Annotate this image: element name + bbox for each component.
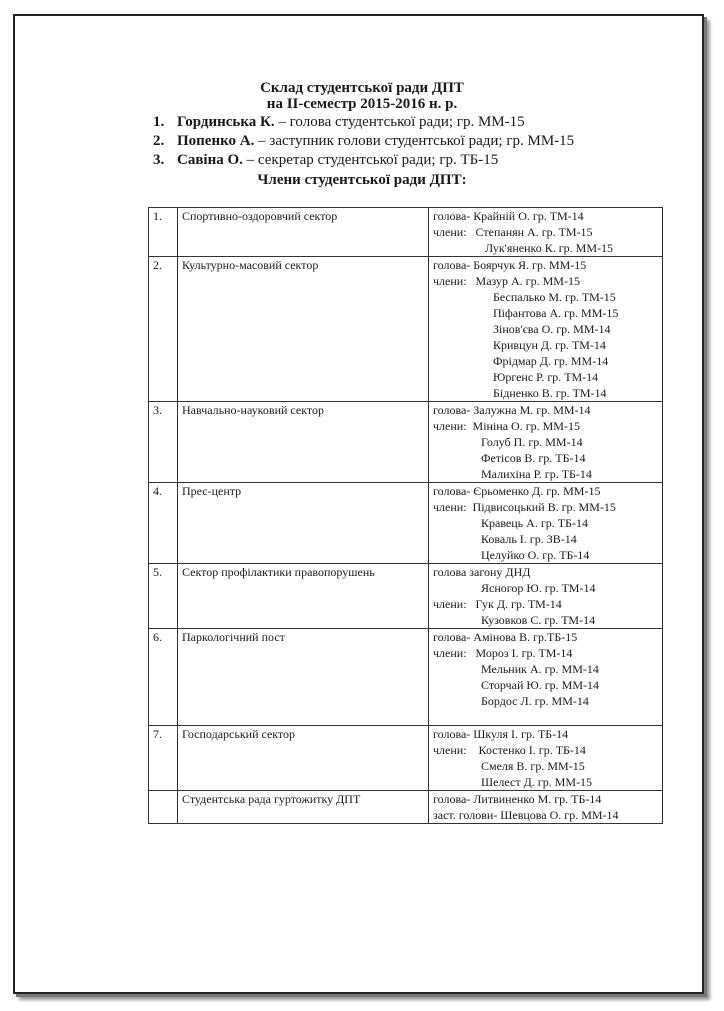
officer-item <box>153 113 574 132</box>
member-name: Мазур А. гр. ММ-15 <box>475 274 580 288</box>
sector-members <box>429 208 663 257</box>
member-name: Голуб П. гр. ММ-14 <box>481 435 583 449</box>
member-name: Фрідмар Д. гр. ММ-14 <box>493 354 609 368</box>
table-row <box>149 402 663 483</box>
sector-name: Спортивно-оздоровчий сектор <box>178 208 429 257</box>
table-row <box>149 629 663 726</box>
member-name: Шелест Д. гр. ММ-15 <box>481 775 593 789</box>
sector-name: Господарський сектор <box>178 726 429 791</box>
member-name: Смеля В. гр. ММ-15 <box>481 759 585 773</box>
council-table <box>148 207 663 824</box>
sector-number: 6. <box>149 629 178 726</box>
table-row <box>149 564 663 629</box>
sector-number: 1. <box>149 208 178 257</box>
member-name: Юргенс Р. гр. ТМ-14 <box>493 370 599 384</box>
table-row <box>149 483 663 564</box>
sector-members <box>429 402 663 483</box>
member-name: Костенко І. гр. ТБ-14 <box>478 743 586 757</box>
table-row <box>149 791 663 824</box>
officer-number: 2. <box>153 133 165 149</box>
sector-name: Культурно-масовий сектор <box>178 257 429 402</box>
officer-role: – заступник голови студентської ради; гр. ММ-15 <box>254 133 575 149</box>
member-name: Зінов'єва О. гр. ММ-14 <box>493 322 611 336</box>
officer-item <box>153 151 574 170</box>
sector-members <box>429 791 663 824</box>
member-name: Беспалько М. гр. ТМ-15 <box>493 290 616 304</box>
member-name: Мініна О. гр. ММ-15 <box>472 419 580 433</box>
table-row <box>149 257 663 402</box>
member-name: Бідненко В. гр. ТМ-14 <box>493 386 607 400</box>
sector-head: голова загону ДНД <box>433 565 531 579</box>
member-name: Кузовков С. гр. ТМ-14 <box>481 613 596 627</box>
sector-number <box>149 791 178 824</box>
member-name: Целуйко О. гр. ТБ-14 <box>481 548 590 562</box>
sector-number: 2. <box>149 257 178 402</box>
officer-name: Попенко А. <box>177 133 255 149</box>
member-name: Лук'яненко К. гр. ММ-15 <box>485 241 614 255</box>
members-label: члени: <box>433 743 467 757</box>
members-heading: Члени студентської ради ДПТ: <box>257 172 467 188</box>
sector-number: 4. <box>149 483 178 564</box>
sector-name: Прес-центр <box>178 483 429 564</box>
sector-head: голова- Залужна М. гр. ММ-14 <box>433 403 591 417</box>
members-label: члени: <box>433 500 467 514</box>
sector-head-name: Ясногор Ю. гр. ТМ-14 <box>481 581 596 595</box>
officer-role: – голова студентської ради; гр. ММ-15 <box>274 114 525 130</box>
members-label: члени: <box>433 646 467 660</box>
sector-number: 3. <box>149 402 178 483</box>
document-subtitle: на ІІ-семестр 2015-2016 н. р. <box>266 96 458 112</box>
officer-number: 3. <box>153 152 165 168</box>
sector-number: 5. <box>149 564 178 629</box>
sector-name: Навчально-науковий сектор <box>178 402 429 483</box>
member-name: Малихіна Р. гр. ТБ-14 <box>481 467 592 481</box>
officer-name: Гординська К. <box>177 114 275 130</box>
member-name: Сторчай Ю. гр. ММ-14 <box>481 678 600 692</box>
member-name: Піфантова А. гр. ММ-15 <box>493 306 619 320</box>
officer-item <box>153 132 574 151</box>
member-name: Бордос Л. гр. ММ-14 <box>481 694 589 708</box>
sector-head: голова- Єрьоменко Д. гр. ММ-15 <box>433 484 601 498</box>
member-name: Степанян А. гр. ТМ-15 <box>475 225 593 239</box>
members-label: члени: <box>433 225 467 239</box>
members-label: члени: <box>433 274 467 288</box>
sector-name: Паркологічний пост <box>178 629 429 726</box>
sector-members <box>429 564 663 629</box>
officer-name: Савіна О. <box>177 152 243 168</box>
member-name: Гук Д. гр. ТМ-14 <box>475 597 562 611</box>
sector-members <box>429 629 663 726</box>
member-name: Кравець А. гр. ТБ-14 <box>481 516 588 530</box>
member-name: Підвисоцький В. гр. ММ-15 <box>472 500 616 514</box>
sector-members <box>429 257 663 402</box>
member-name: Фетісов В. гр. ТБ-14 <box>481 451 586 465</box>
sector-members <box>429 483 663 564</box>
sector-head: голова- Шкуля І. гр. ТБ-14 <box>433 727 569 741</box>
sector-name: Студентська рада гуртожитку ДПТ <box>178 791 429 824</box>
members-label: члени: <box>433 419 467 433</box>
members-label: члени: <box>433 597 467 611</box>
table-row <box>149 726 663 791</box>
table-row <box>149 208 663 257</box>
document-title: Склад студентської ради ДПТ <box>260 80 464 96</box>
sector-name: Сектор профілактики правопорушень <box>178 564 429 629</box>
member-name: Мельник А. гр. ММ-14 <box>481 662 599 676</box>
sector-head: голова- Литвиненко М. гр. ТБ-14 <box>433 792 602 806</box>
officer-role: – секретар студентської ради; гр. ТБ-15 <box>242 152 499 168</box>
sector-number: 7. <box>149 726 178 791</box>
officer-number: 1. <box>153 114 165 130</box>
sector-members <box>429 726 663 791</box>
member-name: Коваль І. гр. ЗВ-14 <box>481 532 577 546</box>
sector-head: голова- Боярчук Я. гр. ММ-15 <box>433 258 587 272</box>
sector-head: голова- Крайній О. гр. ТМ-14 <box>433 209 584 223</box>
sector-deputy-head: заст. голови- Шевцова О. гр. ММ-14 <box>433 808 619 822</box>
sector-head: голова- Амінова В. гр.ТБ-15 <box>433 630 578 644</box>
officers-list <box>153 113 574 170</box>
member-name: Мороз І. гр. ТМ-14 <box>475 646 573 660</box>
member-name: Кривцун Д. гр. ТМ-14 <box>493 338 606 352</box>
